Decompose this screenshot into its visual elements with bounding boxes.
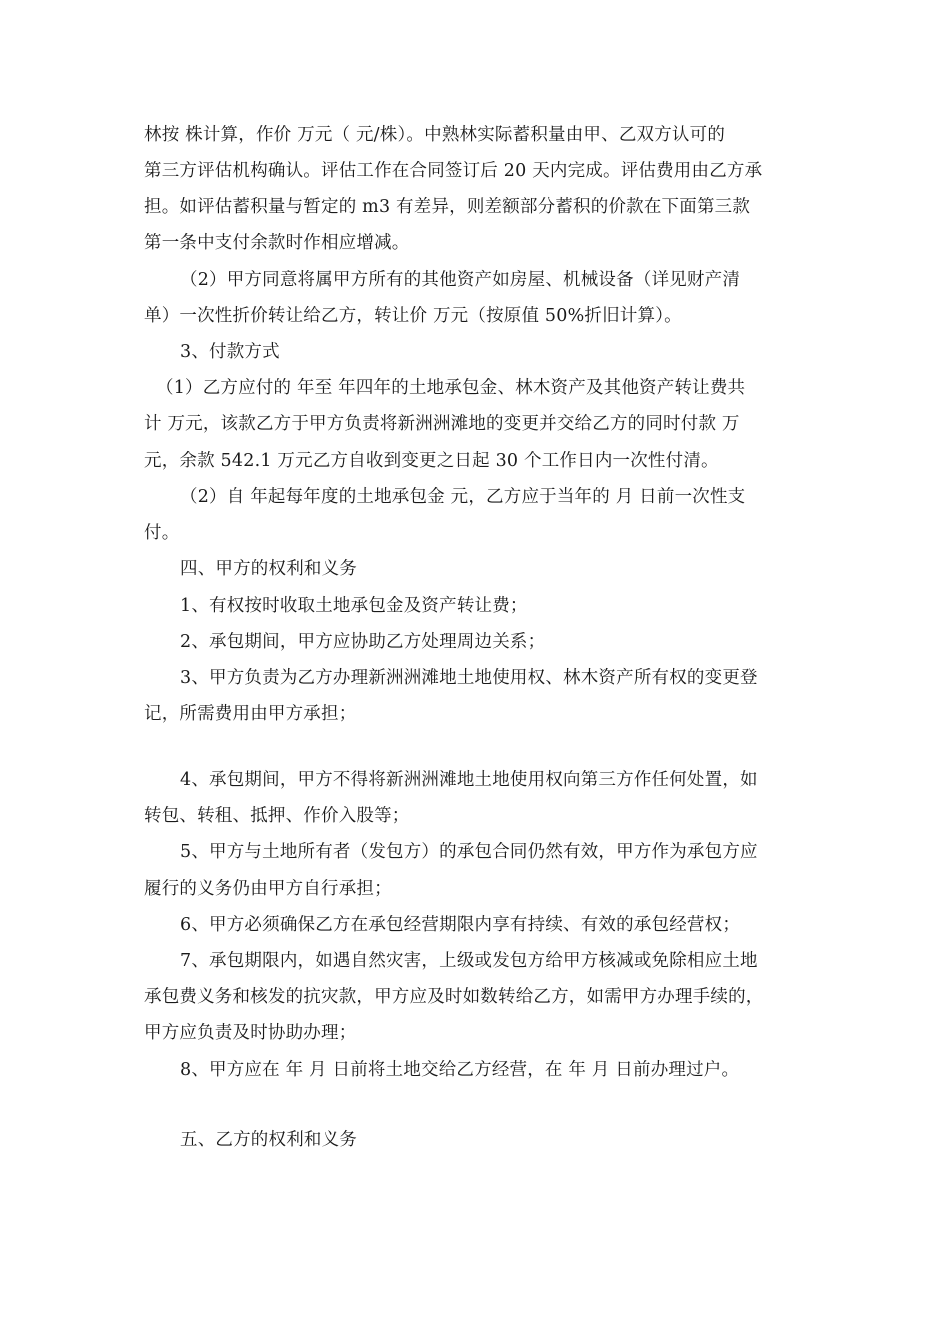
body-line: 8、甲方应在 年 月 日前将土地交给乙方经营，在 年 月 日前办理过户。 [180, 1060, 740, 1080]
body-line: （1）乙方应付的 年至 年四年的土地承包金、林木资产及其他资产转让费共 [156, 378, 746, 398]
section-heading: 3、付款方式 [180, 342, 280, 362]
section-heading: 五、乙方的权利和义务 [180, 1130, 357, 1150]
body-line: 甲方应负责及时协助办理； [144, 1023, 357, 1043]
body-line: 6、甲方必须确保乙方在承包经营期限内享有持续、有效的承包经营权； [180, 915, 741, 935]
body-line: 2、承包期间，甲方应协助乙方处理周边关系； [180, 632, 546, 652]
body-line: 4、承包期间，甲方不得将新洲洲滩地土地使用权向第三方作任何处置，如 [180, 770, 758, 790]
body-line: 5、甲方与土地所有者（发包方）的承包合同仍然有效，甲方作为承包方应 [180, 842, 758, 862]
body-line: 第三方评估机构确认。评估工作在合同签订后 20 天内完成。评估费用由乙方承 [144, 161, 763, 181]
body-line: （2）甲方同意将属甲方所有的其他资产如房屋、机械设备（详见财产清 [180, 270, 741, 290]
body-line: 计 万元，该款乙方于甲方负责将新洲洲滩地的变更并交给乙方的同时付款 万 [144, 414, 740, 434]
body-line: 担。如评估蓄积量与暂定的 m3 有差异，则差额部分蓄积的价款在下面第三款 [144, 197, 751, 217]
body-line: 1、有权按时收取土地承包金及资产转让费； [180, 596, 528, 616]
body-line: （2）自 年起每年度的土地承包金 元，乙方应于当年的 月 日前一次性支 [180, 487, 746, 507]
body-line: 第一条中支付余款时作相应增减。 [144, 233, 410, 253]
body-line: 履行的义务仍由甲方自行承担； [144, 879, 392, 899]
body-line: 单）一次性折价转让给乙方，转让价 万元（按原值 50%折旧计算）。 [144, 306, 682, 326]
section-heading: 四、甲方的权利和义务 [180, 559, 357, 579]
body-line: 3、甲方负责为乙方办理新洲洲滩地土地使用权、林木资产所有权的变更登 [180, 668, 758, 688]
body-line: 元，余款 542.1 万元乙方自收到变更之日起 30 个工作日内一次性付清。 [144, 451, 719, 471]
body-line: 林按 株计算，作价 万元（ 元/株）。中熟林实际蓄积量由甲、乙双方认可的 [144, 125, 726, 145]
body-line: 转包、转租、抵押、作价入股等； [144, 806, 410, 826]
body-line: 承包费义务和核发的抗灾款，甲方应及时如数转给乙方，如需甲方办理手续的， [144, 987, 764, 1007]
body-line: 付。 [144, 523, 180, 543]
body-line: 记，所需费用由甲方承担； [144, 704, 357, 724]
body-line: 7、承包期限内，如遇自然灾害，上级或发包方给甲方核减或免除相应土地 [180, 951, 758, 971]
